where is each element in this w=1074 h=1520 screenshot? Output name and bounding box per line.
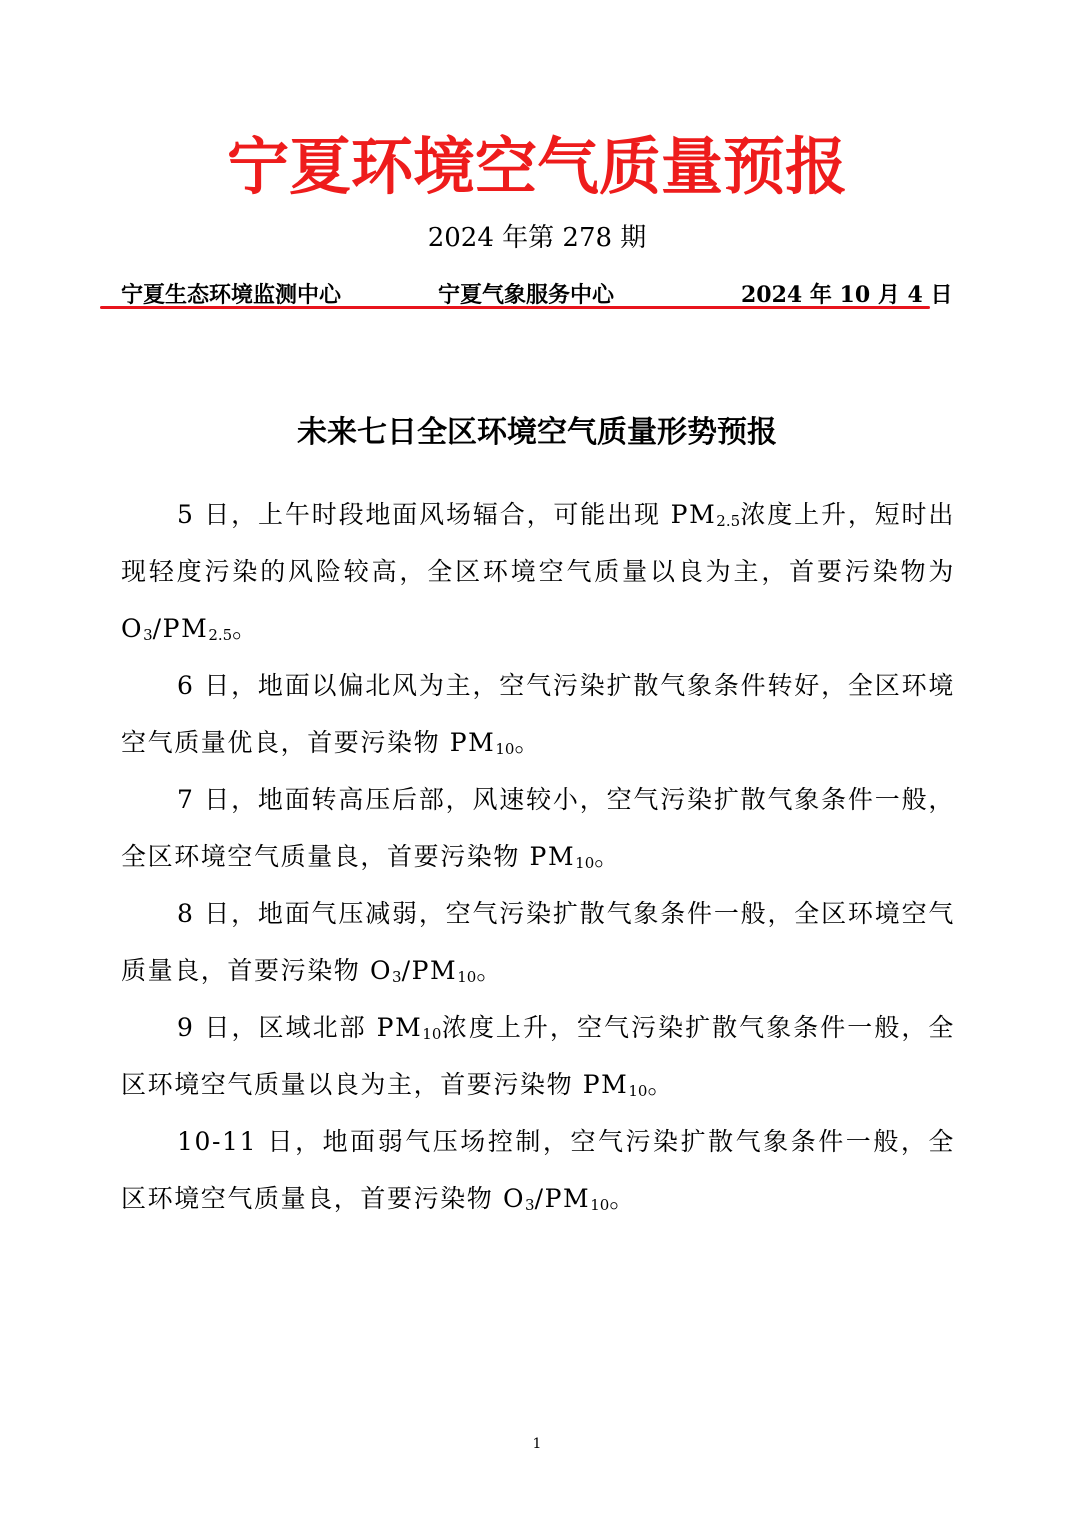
text-run: 10-11 日，地面弱气压场控制，空气污染扩散气象条件一般，全区环境空气质量良，首要污染物 O: [121, 1127, 955, 1213]
text-run: 浓度上升，短时出现轻度污染的风险较高，全区环境空气质量以良为主，首要污染物为 O: [121, 500, 955, 643]
forecast-body: [121, 486, 955, 1227]
org-meteorological-center: 宁夏气象服务中心: [438, 283, 615, 308]
text-run: 6 日，地面以偏北风为主，空气污染扩散气象条件转好，全区环境空气质量优良，首要污染物 PM: [121, 671, 955, 757]
text-run: /PM: [152, 614, 209, 643]
text-run: 。: [476, 956, 503, 985]
text-run: 9 日，区域北部 PM: [177, 1013, 423, 1042]
text-run: 8 日，地面气压减弱，空气污染扩散气象条件一般，全区环境空气质量良，首要污染物 O: [121, 899, 955, 985]
text-run: 浓度上升，空气污染扩散气象条件一般，全区环境空气质量以良为主，首要污染物 PM: [121, 1013, 955, 1099]
forecast-paragraph-day7: [121, 771, 955, 885]
subscript: 3: [143, 626, 153, 644]
text-run: /PM: [534, 1184, 591, 1213]
text-run: 。: [609, 1184, 636, 1213]
text-run: 7 日，地面转高压后部，风速较小，空气污染扩散气象条件一般，全区环境空气质量良，首要污染物 PM: [121, 785, 955, 871]
text-run: 5 日，上午时段地面风场辐合，可能出现 PM: [177, 500, 717, 529]
forecast-paragraph-day6: [121, 657, 955, 771]
subscript: 10: [590, 1196, 610, 1214]
subscript: 10: [575, 854, 595, 872]
text-run: 。: [232, 614, 259, 643]
subscript: 3: [525, 1196, 535, 1214]
forecast-paragraph-day9: [121, 999, 955, 1113]
page-number: 1: [532, 1436, 542, 1452]
text-run: 。: [514, 728, 542, 757]
subscript: 10: [422, 1025, 442, 1043]
forecast-paragraph-day8: [121, 885, 955, 999]
subscript: 10: [628, 1082, 648, 1100]
org-monitoring-center: 宁夏生态环境监测中心: [121, 283, 342, 308]
section-title: 未来七日全区环境空气质量形势预报: [297, 415, 777, 450]
forecast-paragraph-day10-11: [121, 1113, 955, 1227]
text-run: 。: [647, 1070, 675, 1099]
subscript: 10: [457, 968, 477, 986]
header-red-rule: [100, 306, 930, 309]
document-title: 宁夏环境空气质量预报: [226, 130, 847, 203]
forecast-paragraph-day5: [121, 486, 955, 657]
subscript: 10: [495, 740, 515, 758]
subscript: 2.5: [208, 626, 233, 644]
text-run: 。: [594, 842, 621, 871]
subscript: 3: [392, 968, 402, 986]
issue-number: 2024 年第 278 期: [427, 223, 647, 253]
text-run: /PM: [401, 956, 458, 985]
issue-date: 2024 年 10 月 4 日: [741, 282, 953, 308]
subscript: 2.5: [716, 512, 741, 530]
